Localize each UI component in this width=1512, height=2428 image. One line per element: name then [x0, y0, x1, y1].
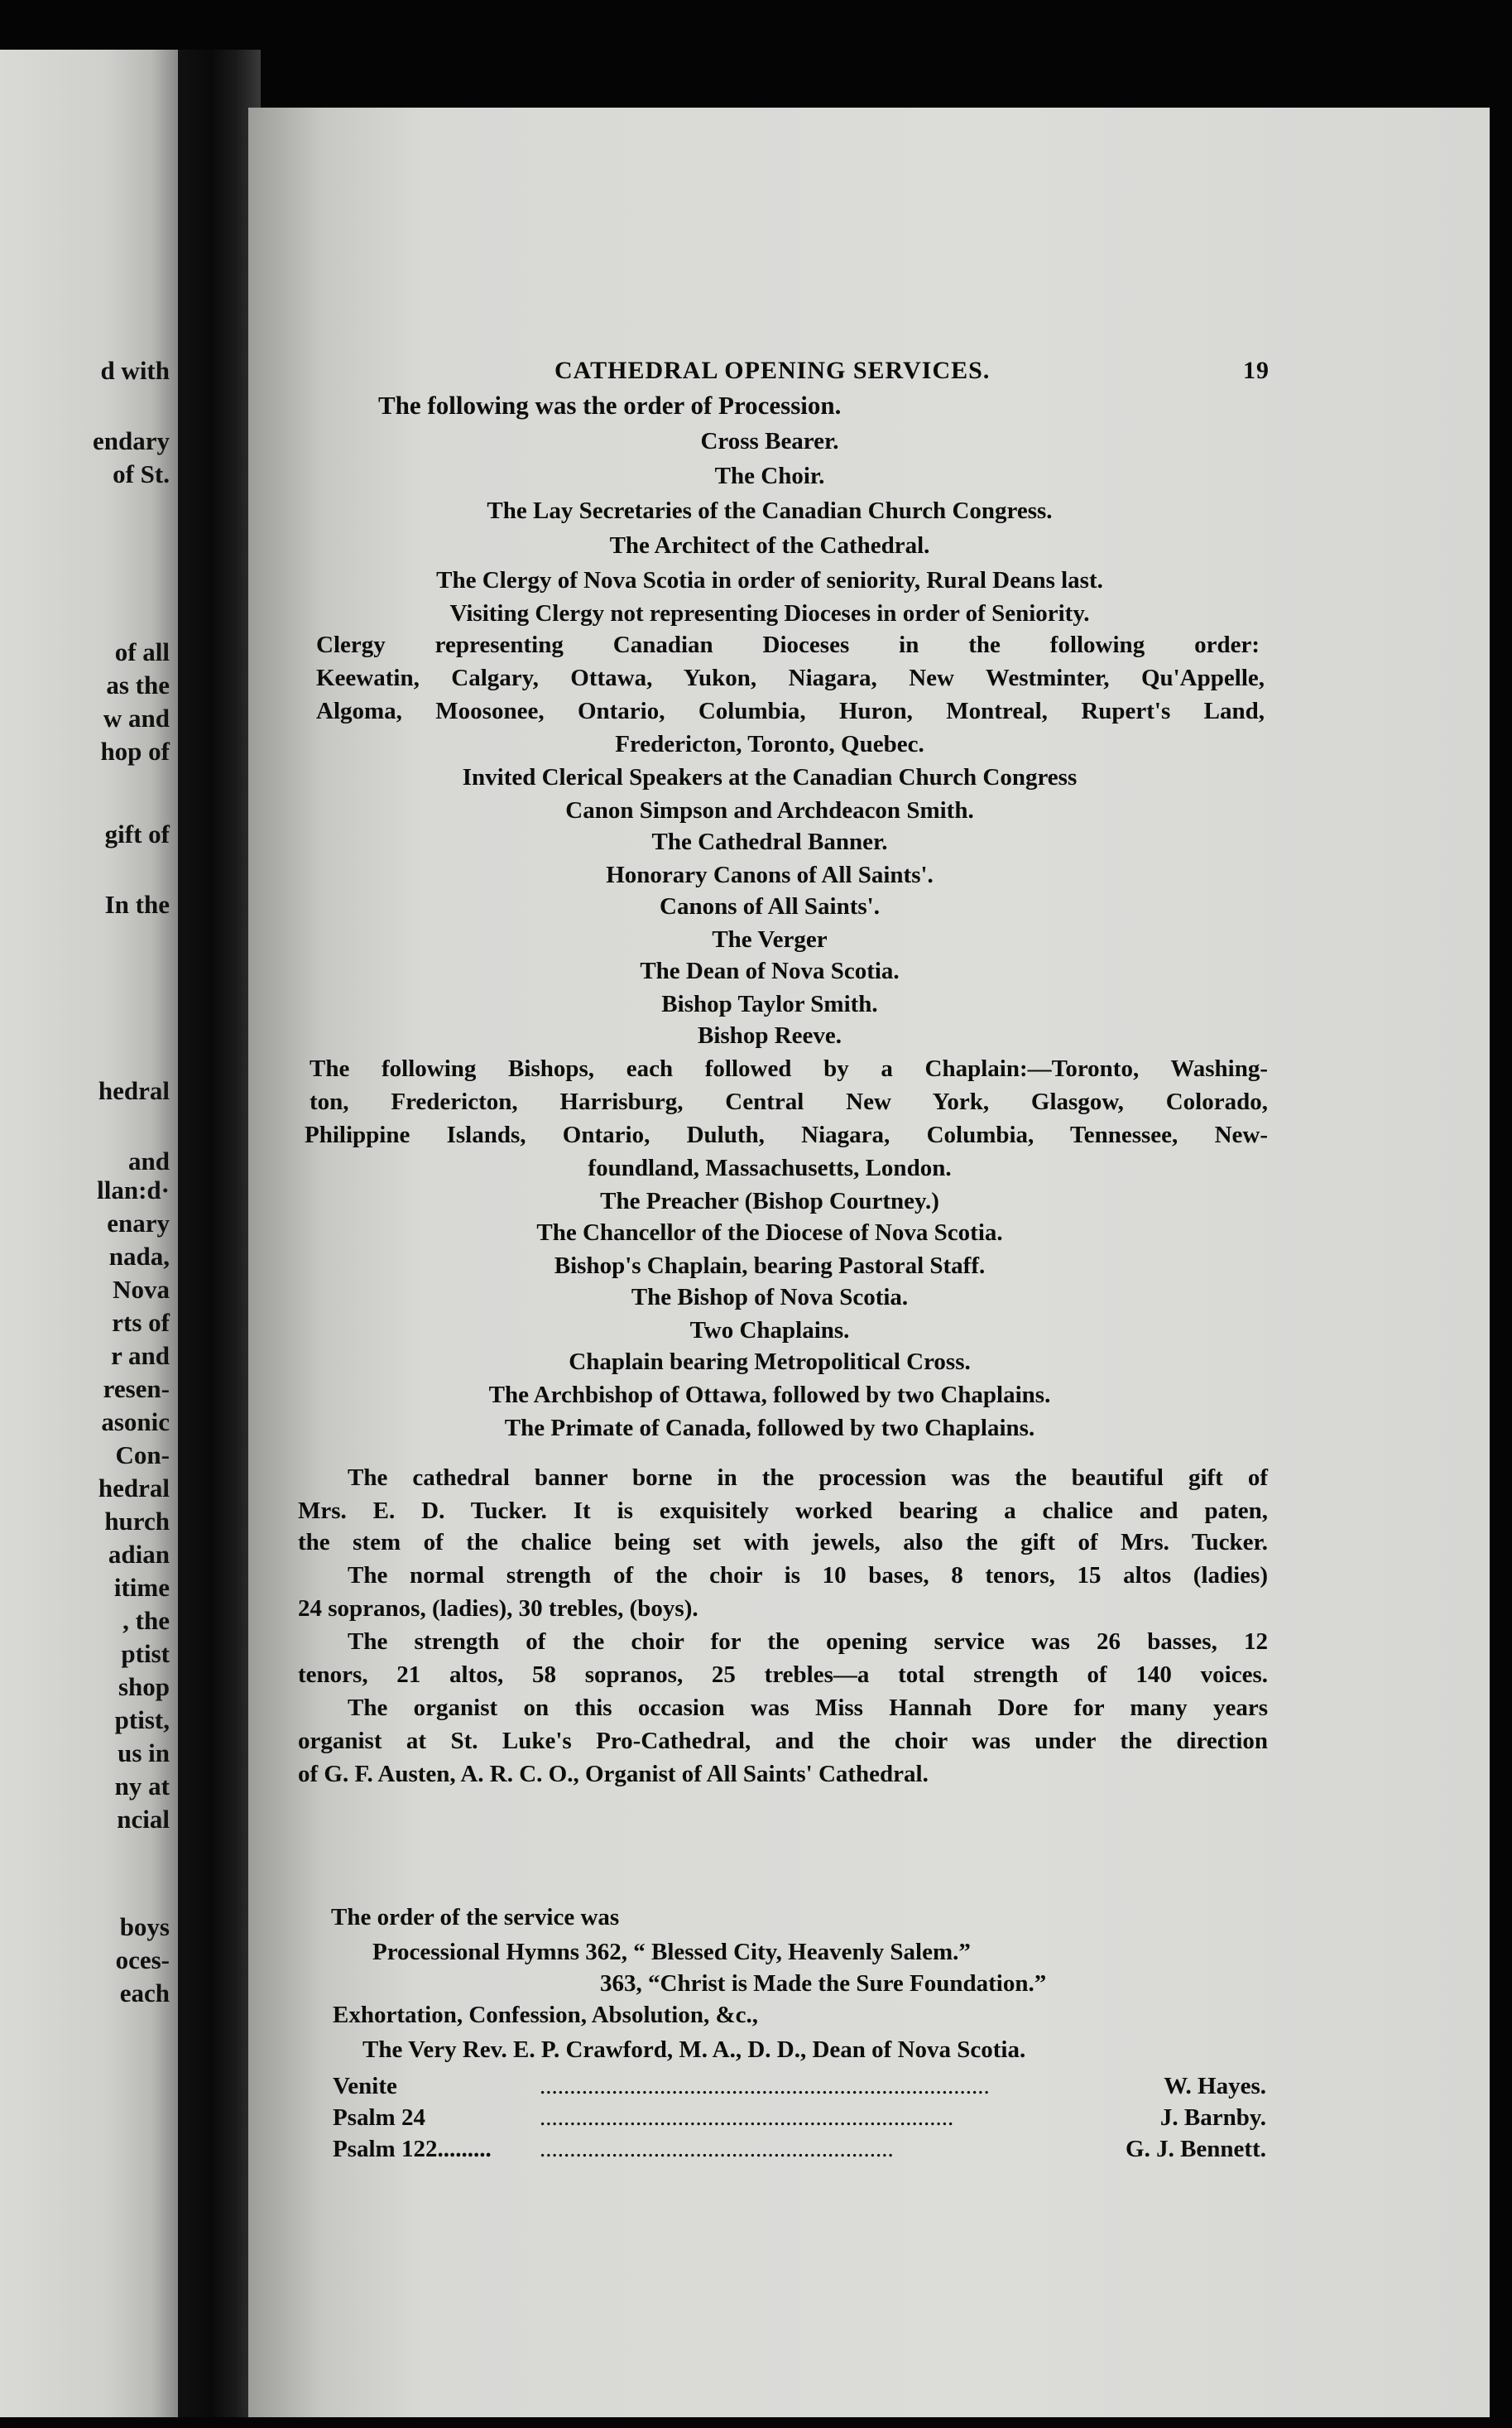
left-page-text-fragment: enary [107, 1209, 170, 1238]
left-page-text-fragment: ptist [121, 1639, 170, 1668]
service-item [333, 2103, 1266, 2132]
procession-entry: The Verger [712, 926, 828, 953]
paragraph-line: The normal strength of the choir is 10 bases, 8 tenors, 15 altos (ladies) [348, 1562, 1268, 1589]
service-item-composer: G. J. Bennett. [1126, 2136, 1266, 2162]
left-page-text-fragment: gift of [104, 820, 170, 849]
page-text [273, 108, 1490, 2417]
left-page-text-fragment: resen- [103, 1374, 170, 1403]
running-header: CATHEDRAL OPENING SERVICES. [554, 357, 991, 384]
exhortation-line: Exhortation, Confession, Absolution, &c., [333, 2002, 759, 2028]
left-page-text-fragment: of all [114, 637, 170, 666]
bishops-line: Philippine Islands, Ontario, Duluth, Niagara, Columbia, Tennessee, New- [305, 1122, 1268, 1148]
procession-entry: Cross Bearer. [700, 428, 839, 454]
service-item-label: Psalm 122......... [333, 2136, 492, 2162]
clergy-dioceses-line: Keewatin, Calgary, Ottawa, Yukon, Niagara, New Westminter, Qu'Appelle, [316, 665, 1265, 691]
procession-entry: The Primate of Canada, followed by two Chaplains. [504, 1415, 1035, 1441]
procession-entry: The Choir. [714, 463, 825, 489]
left-page-text-fragment: and [128, 1147, 170, 1176]
left-page-text-fragment: w and [103, 704, 170, 733]
left-page-text-fragment: hedral [98, 1076, 170, 1105]
left-page-text-fragment: hurch [104, 1507, 170, 1536]
procession-entry: Two Chaplains. [689, 1317, 850, 1344]
left-page-text-fragment: adian [108, 1540, 170, 1569]
left-page-text-fragment: shop [118, 1672, 170, 1701]
left-page-text-fragment: ptist, [114, 1705, 170, 1734]
service-item [333, 2071, 1266, 2101]
bishops-line: foundland, Massachusetts, London. [588, 1155, 952, 1181]
procession-entry: The Chancellor of the Diocese of Nova Scotia. [536, 1219, 1003, 1246]
procession-entry: Canons of All Saints'. [660, 893, 880, 920]
service-item-leader: ........................................................................... [540, 2073, 990, 2099]
procession-entry: The Clergy of Nova Scotia in order of seniority, Rural Deans last. [436, 567, 1103, 594]
paragraph-line: Mrs. E. D. Tucker. It is exquisitely worked bearing a chalice and paten, [298, 1498, 1268, 1524]
procession-entry: Canon Simpson and Archdeacon Smith. [565, 797, 974, 824]
left-page-text-fragment: hedral [98, 1474, 170, 1502]
paragraph-line: The order of the service was [331, 1904, 620, 1930]
service-item [333, 2134, 1266, 2164]
left-page-text-fragment: boys [119, 1912, 170, 1941]
hymn-line-2: 363, “Christ is Made the Sure Foundation.” [600, 1970, 1047, 1997]
service-item-leader: ..................................................................... [540, 2104, 954, 2131]
page-number: 19 [1243, 357, 1270, 384]
service-item-leader: ........................................................... [540, 2136, 894, 2162]
left-page-text-fragment: hop of [100, 737, 170, 766]
service-item-composer: W. Hayes. [1164, 2073, 1266, 2099]
procession-entry: The Architect of the Cathedral. [609, 532, 930, 559]
paragraph-line: the stem of the chalice being set with jewels, also the gift of Mrs. Tucker. [298, 1529, 1268, 1555]
clergy-dioceses-line: Algoma, Moosonee, Ontario, Columbia, Huron, Montreal, Rupert's Land, [316, 698, 1265, 724]
paragraph-line: tenors, 21 altos, 58 sopranos, 25 trebles—a total strength of 140 voices. [298, 1661, 1268, 1688]
service-item-composer: J. Barnby. [1159, 2104, 1266, 2131]
left-page-text-fragment: itime [113, 1573, 170, 1602]
service-item-label: Venite [333, 2073, 397, 2099]
procession-intro: The following was the order of Procession. [378, 391, 842, 420]
procession-entry: Chaplain bearing Metropolitical Cross. [569, 1349, 971, 1375]
procession-entry: The Lay Secretaries of the Canadian Church Congress. [487, 498, 1053, 524]
clergy-dioceses-line: Fredericton, Toronto, Quebec. [615, 731, 924, 757]
service-item-label: Psalm 24 [333, 2104, 425, 2131]
left-page-text-fragment: oces- [115, 1945, 170, 1974]
page [248, 108, 1490, 2417]
procession-entry: Bishop Taylor Smith. [661, 991, 878, 1017]
procession-entry: The Bishop of Nova Scotia. [631, 1284, 909, 1310]
procession-entry: The Archbishop of Ottawa, followed by two Chaplains. [488, 1382, 1051, 1408]
left-page-fragment [0, 50, 178, 2417]
paragraph-line: of G. F. Austen, A. R. C. O., Organist of All Saints' Cathedral. [298, 1761, 929, 1787]
left-page-text-fragment: rts of [112, 1308, 170, 1337]
procession-entry: The Dean of Nova Scotia. [640, 958, 900, 984]
bishops-line: ton, Fredericton, Harrisburg, Central New York, Glasgow, Colorado, [310, 1089, 1268, 1115]
left-page-text-fragment: d with [100, 356, 170, 385]
left-page-text-fragment: r and [111, 1341, 170, 1370]
dean-line: The Very Rev. E. P. Crawford, M. A., D. D., Dean of Nova Scotia. [362, 2036, 1026, 2063]
left-page-text-fragment: llan:d· [97, 1176, 170, 1204]
hymn-line-1: Processional Hymns 362, “ Blessed City, Heavenly Salem.” [372, 1939, 971, 1965]
procession-entry: Honorary Canons of All Saints'. [606, 862, 934, 888]
procession-entry: The Preacher (Bishop Courtney.) [600, 1188, 939, 1214]
clergy-dioceses-line: Clergy representing Canadian Dioceses in the following order: [316, 632, 1260, 658]
left-page-text-fragment: endary [93, 426, 170, 455]
left-page-text-fragment: Con- [115, 1440, 170, 1469]
left-page-text-fragment: , the [122, 1606, 170, 1635]
bishops-line: The following Bishops, each followed by a Chaplain:—Toronto, Washing- [310, 1055, 1268, 1082]
left-page-text-fragment: nada, [108, 1242, 170, 1271]
left-page-text-fragment: of St. [113, 459, 170, 488]
left-page-text-fragment: In the [104, 890, 170, 919]
paragraph-line: 24 sopranos, (ladies), 30 trebles, (boys). [298, 1595, 698, 1622]
paragraph-line: organist at St. Luke's Pro-Cathedral, and the choir was under the direction [298, 1728, 1268, 1754]
paragraph-line: The strength of the choir for the opening service was 26 basses, 12 [348, 1628, 1268, 1655]
left-page-text-fragment: as the [106, 671, 170, 700]
procession-entry: Bishop's Chaplain, bearing Pastoral Staff. [554, 1252, 986, 1279]
left-page-text-fragment: Nova [113, 1275, 170, 1304]
procession-entry: Invited Clerical Speakers at the Canadian Church Congress [462, 764, 1078, 791]
paragraph-line: The cathedral banner borne in the procession was the beautiful gift of [348, 1464, 1268, 1491]
paragraph-line: The organist on this occasion was Miss Hannah Dore for many years [348, 1695, 1268, 1721]
left-page-text-fragment: us in [118, 1738, 170, 1767]
procession-entry: Bishop Reeve. [698, 1022, 842, 1049]
left-page-text-fragment: each [119, 1978, 170, 2007]
procession-entry: The Cathedral Banner. [651, 829, 888, 855]
left-page-text-fragment: asonic [101, 1407, 170, 1436]
left-page-text-fragment: ncial [117, 1805, 170, 1834]
procession-entry: Visiting Clergy not representing Dioceses in order of Seniority. [449, 600, 1090, 627]
left-page-text-fragment: ny at [114, 1772, 170, 1801]
